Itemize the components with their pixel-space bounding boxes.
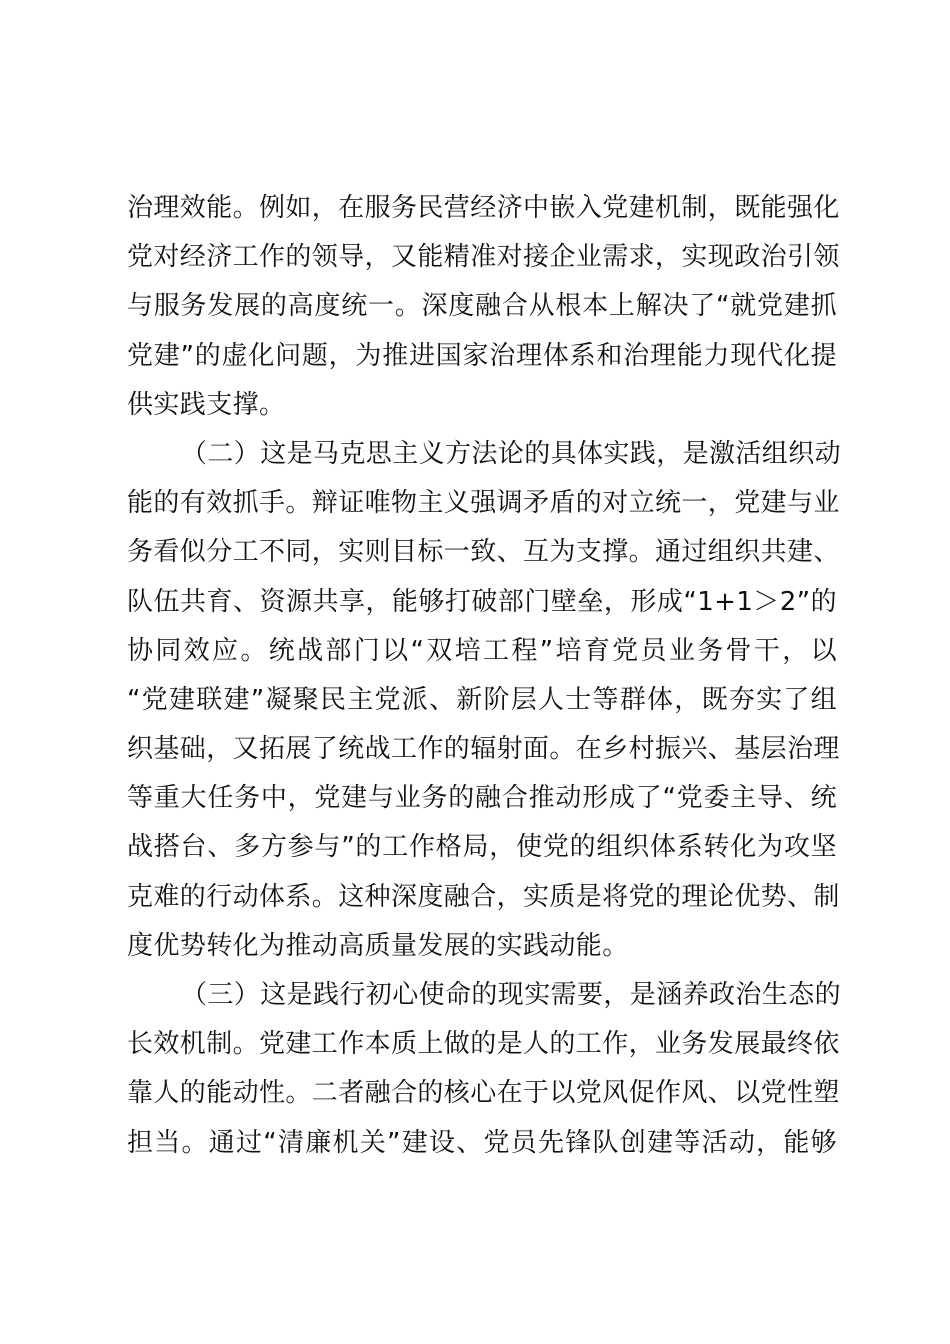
text-line: 织基础，又拓展了统战工作的辐射面。在乡村振兴、基层治理 <box>127 734 840 765</box>
text-line: “党建联建”凝聚民主党派、新阶层人士等群体，既夯实了组 <box>127 684 837 715</box>
text-line: 与服务发展的高度统一。深度融合从根本上解决了“就党建抓 <box>127 291 837 322</box>
text-line: 务看似分工不同，实则目标一致、互为支撑。通过组织共建、 <box>127 537 840 568</box>
text-line: 党对经济工作的领导，又能精准对接企业需求，实现政治引领 <box>127 242 840 273</box>
text-line: 等重大任务中，党建与业务的融合推动形成了“党委主导、统 <box>127 783 837 814</box>
text-line: 担当。通过“清廉机关”建设、党员先锋队创建等活动，能够 <box>127 1127 837 1158</box>
text-line: 战搭台、多方参与”的工作格局，使党的组织体系转化为攻坚 <box>127 832 837 863</box>
text-line: 能的有效抓手。辩证唯物主义强调矛盾的对立统一，党建与业 <box>127 488 840 519</box>
text-line: 供实践支撑。 <box>127 389 286 420</box>
text-line: 克难的行动体系。这种深度融合，实质是将党的理论优势、制 <box>127 881 840 912</box>
text-line: 治理效能。例如，在服务民营经济中嵌入党建机制，既能强化 <box>127 193 840 223</box>
document-body <box>127 184 842 1168</box>
text-line: 靠人的能动性。二者融合的核心在于以党风促作风、以党性塑 <box>127 1078 840 1109</box>
text-line: 度优势转化为推动高质量发展的实践动能。 <box>127 930 629 961</box>
paragraph-heading-line: （二）这是马克思主义方法论的具体实践，是激活组织动 <box>181 438 842 469</box>
text-line: 队伍共育、资源共享，能够打破部门壁垒，形成“1+1＞2”的 <box>127 586 837 617</box>
text-line: 协同效应。统战部门以“双培工程”培育党员业务骨干，以 <box>127 635 837 666</box>
text-line: 长效机制。党建工作本质上做的是人的工作，业务发展最终依 <box>127 1029 840 1060</box>
text-line: 党建”的虚化问题，为推进国家治理体系和治理能力现代化提 <box>127 340 837 371</box>
paragraph-heading-line: （三）这是践行初心使命的现实需要，是涵养政治生态的 <box>181 980 842 1010</box>
